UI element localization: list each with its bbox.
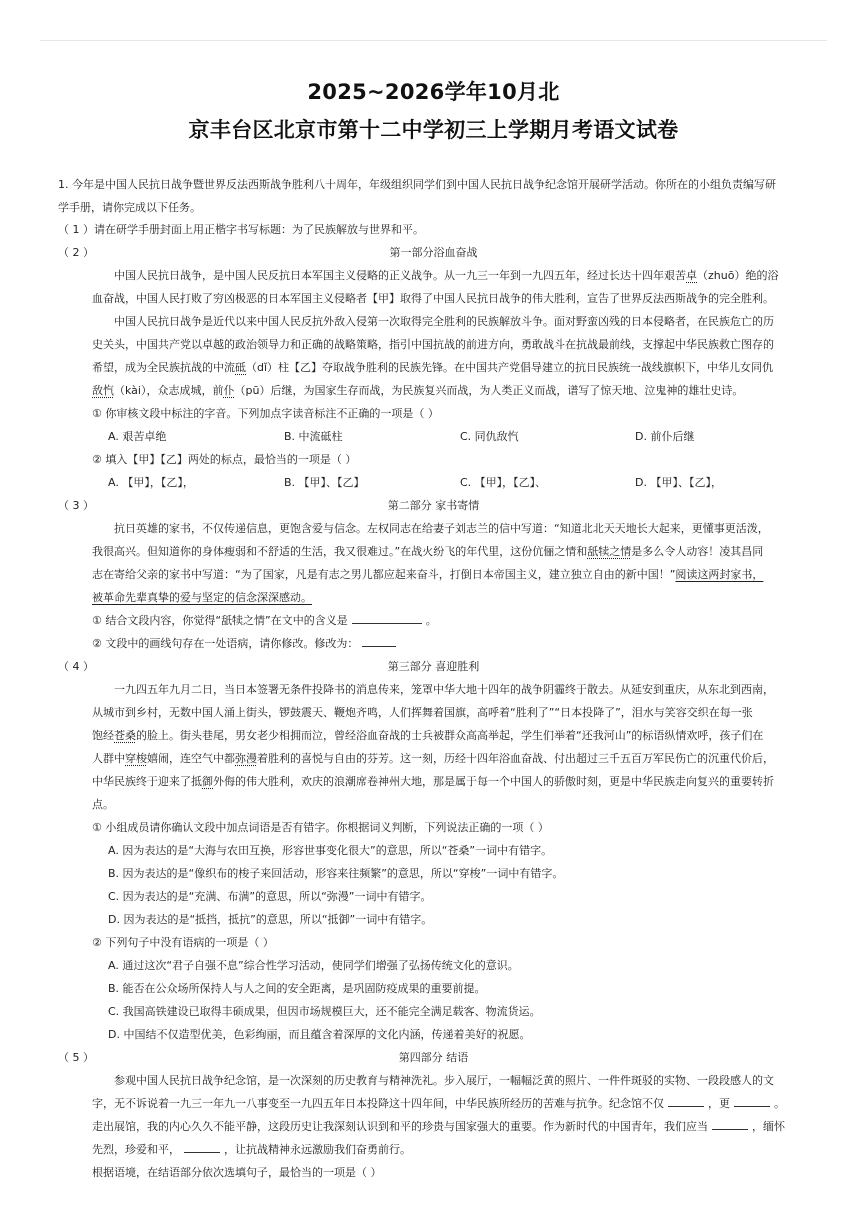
paragraph-line: 字，无不诉说着一九三一年九一八事变至一九四五年日本投降这十四年间，中华民族所经历的苦难与抗争。纪念馆不仅 ，更 。: [92, 1097, 785, 1110]
underlined-sentence: 阅读这两封家书，: [675, 568, 764, 581]
question-number: （ 2 ）: [58, 246, 94, 259]
dotted-char: 砥: [235, 361, 246, 374]
paragraph-line: 从城市到乡村，无数中国人涌上街头，锣鼓震天、鞭炮齐鸣，人们挥舞着国旗，高呼着“胜利了”“日本投降了”，泪水与笑容交织在每一张: [92, 706, 753, 719]
option-c[interactable]: C. 因为表达的是“充满、布满”的意思，所以“弥漫”一词中有错字。: [108, 890, 432, 903]
dotted-phrase: 穿梭: [125, 752, 147, 765]
paragraph-line: 敌忾（kài），众志成城，前仆（pū）后继，为国家生存而战，为民族复兴而战，为人类正义而战，谱写了惊天地、泣鬼神的雄壮史诗。: [92, 384, 744, 397]
answer-blank[interactable]: [352, 614, 422, 624]
option-a[interactable]: A. 通过这次“君子自强不息”综合性学习活动，使同学们增强了弘扬传统文化的意识。: [108, 959, 519, 972]
paragraph-line: 人群中穿梭嬉闹，连空气中都弥漫着胜利的喜悦与自由的芬芳。这一刻，历经十四年浴血奋战、付出超过三千五百万军民伤亡的沉重代价后，: [92, 752, 774, 765]
paragraph-line: 饱经苍桑的脸上。街头巷尾，男女老少相拥而泣，曾经浴血奋战的士兵被群众高高举起，学生们举着“还我河山”的标语纵情欢呼，孩子们在: [92, 729, 764, 742]
option-c[interactable]: C. 我国高铁建设已取得丰硕成果，但因市场规模巨大，还不能完全满足载客、物流货运。: [108, 1005, 541, 1018]
paragraph-line: 先烈，珍爱和平， ，让抗战精神永远激励我们奋勇前行。: [92, 1143, 411, 1156]
paragraph-line: 中国人民抗日战争是近代以来中国人民反抗外敌入侵第一次取得完全胜利的民族解放斗争。面对野蛮凶残的日本侵略者，在民族危亡的历: [114, 315, 774, 328]
exam-title-line1: 2025~2026学年10月北: [307, 80, 560, 104]
section-heading: 第四部分 结语: [398, 1051, 469, 1064]
dotted-phrase: 舐犊之情: [587, 545, 632, 558]
paragraph-line: 点。: [92, 798, 114, 811]
dotted-char: 仆: [223, 384, 235, 397]
paragraph-line: 血奋战，中国人民打败了穷凶极恶的日本军国主义侵略者【甲】取得了中国人民抗日战争的伟大胜利，宣告了世界反法西斯战争的完全胜利。: [92, 292, 774, 305]
paragraph-line: 中国人民抗日战争，是中国人民反抗日本军国主义侵略的正义战争。从一九三一年到一九四五年，经过长达十四年艰苦卓（zhuō）绝的浴: [114, 269, 779, 282]
question-number: （ 5 ）: [58, 1051, 94, 1064]
option-d[interactable]: D. 前仆后继: [635, 430, 695, 443]
dotted-char: 卓: [686, 269, 697, 282]
dotted-char: 御: [202, 775, 213, 788]
intro-line: 学手册，请你完成以下任务。: [58, 201, 201, 214]
answer-blank[interactable]: [668, 1097, 704, 1107]
option-b[interactable]: B. 中流砥柱: [284, 430, 343, 443]
option-a[interactable]: A. 艰苦卓绝: [108, 430, 167, 443]
option-d[interactable]: D. 【甲】、【乙】，: [635, 476, 722, 489]
option-d[interactable]: D. 因为表达的是“抵挡，抵抗”的意思，所以“抵御”一词中有错字。: [108, 913, 433, 926]
answer-blank[interactable]: [712, 1120, 748, 1130]
dotted-phrase: 弥漫: [235, 752, 257, 765]
section-heading: 第二部分 家书寄情: [387, 499, 480, 512]
option-b[interactable]: B. 因为表达的是“像织布的梭子来回活动，形容来往频繁”的意思，所以“穿梭”一词中有错字。: [108, 867, 564, 880]
paragraph-line: 抗日英雄的家书，不仅传递信息，更饱含爱与信念。左权同志在给妻子刘志兰的信中写道：“知道北北天天地长大起来，更懂事更活泼，: [114, 522, 769, 535]
sub-question: ② 文段中的画线句存在一处语病，请你修改。修改为：: [92, 637, 400, 651]
answer-blank[interactable]: [184, 1143, 220, 1153]
paragraph-line: 参观中国人民抗日战争纪念馆，是一次深刻的历史教育与精神洗礼。步入展厅，一幅幅泛黄的照片、一件件斑驳的实物、一段段感人的文: [114, 1074, 774, 1087]
paragraph-line: 希望，成为全民族抗战的中流砥（dǐ）柱【乙】夺取战争胜利的民族先锋。在中国共产党倡导建立的抗日民族统一战线旗帜下，中华儿女同仇: [92, 361, 774, 374]
sub-question: ① 你审核文段中标注的字音。下列加点字读音标注不正确的一项是（ ）: [92, 407, 439, 420]
question-number: （ 4 ）: [58, 660, 94, 673]
paragraph-line: 一九四五年九月二日，当日本签署无条件投降书的消息传来，笼罩中华大地十四年的战争阴霾终于散去。从延安到重庆，从东北到西南，: [114, 683, 774, 696]
exam-title-line2: 京丰台区北京市第十二中学初三上学期月考语文试卷: [188, 118, 679, 142]
question-number: （ 3 ）: [58, 499, 94, 512]
intro-line: 1. 今年是中国人民抗日战争暨世界反法西斯战争胜利八十周年，年级组织同学们到中国人民抗日战争纪念馆开展研学活动。你所在的小组负责编写研: [58, 178, 776, 191]
dotted-char: 敌忾: [92, 384, 114, 397]
paragraph-line: 史关头，中国共产党以卓越的政治领导力和正确的战略策略，指引中国抗战的前进方向，勇敢战斗在抗战最前线，支撑起中华民族救亡图存的: [92, 338, 774, 351]
paragraph-line: 中华民族终于迎来了抵御外侮的伟大胜利，欢庆的浪潮席卷神州大地，那是属于每一个中国人的骄傲时刻，更是中华民族走向复兴的重要转折: [92, 775, 774, 788]
answer-blank[interactable]: [734, 1097, 770, 1107]
sub-question: ② 下列句子中没有语病的一项是（ ）: [92, 936, 274, 949]
option-b[interactable]: B. 能否在公众场所保持人与人之间的安全距离，是巩固防疫成果的重要前提。: [108, 982, 486, 995]
paragraph-line: 我很高兴。但知道你的身体瘦弱和不舒适的生活，我又很难过。”在战火纷飞的年代里，这份伉俪之情和舐犊之情是多么令人动容！凌其昌同: [92, 545, 764, 558]
option-a[interactable]: A. 因为表达的是“大海与农田互换，形容世事变化很大”的意思，所以“苍桑”一词中有错字。: [108, 844, 553, 857]
paragraph-line: 志在寄给父亲的家书中写道：“为了国家，凡是有志之男儿都应起来奋斗，打倒日本帝国主义，建立独立自由的新中国！”阅读这两封家书，: [92, 568, 764, 581]
paragraph-line: [92, 591, 312, 605]
section-heading: 第三部分 喜迎胜利: [387, 660, 480, 673]
sub-question: ① 小组成员请你确认文段中加点词语是否有错字。你根据词义判断，下列说法正确的一项（ ）: [92, 821, 549, 834]
sub-question: ① 结合文段内容，你觉得“舐犊之情”在文中的含义是 。: [92, 614, 437, 627]
sub-question: ② 填入【甲】【乙】两处的标点，最恰当的一项是（ ）: [92, 453, 357, 466]
sub-question: 根据语境，在结语部分依次选填句子，最恰当的一项是（ ）: [92, 1166, 382, 1179]
underlined-sentence: 被革命先辈真挚的爱与坚定的信念深深感动。: [92, 591, 312, 604]
dotted-phrase: 苍桑: [114, 729, 136, 742]
section-heading: 第一部分浴血奋战: [389, 246, 478, 259]
question-1-1: （ 1 ）请在研学手册封面上用正楷字书写标题：为了民族解放与世界和平。: [58, 223, 424, 236]
option-b[interactable]: B. 【甲】、【乙】: [284, 476, 365, 489]
option-d[interactable]: D. 中国结不仅造型优美，色彩绚丽，而且蕴含着深厚的文化内涵，传递着美好的祝愿。: [108, 1028, 531, 1041]
paragraph-line: 走出展馆，我的内心久久不能平静，这段历史让我深刻认识到和平的珍贵与国家强大的重要。作为新时代的中国青年，我们应当 ，缅怀: [92, 1120, 785, 1133]
option-c[interactable]: C. 【甲】，【乙】、: [460, 476, 547, 489]
option-a[interactable]: A. 【甲】，【乙】，: [108, 476, 194, 489]
answer-blank[interactable]: [362, 637, 396, 647]
top-divider: [40, 40, 827, 41]
option-c[interactable]: C. 同仇敌忾: [460, 430, 519, 443]
